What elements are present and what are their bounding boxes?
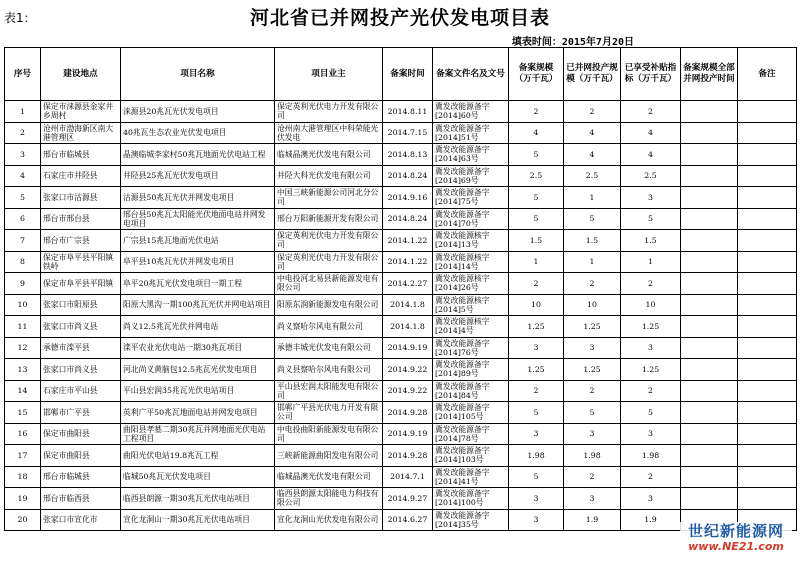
cell-filing-no: 冀发改能源备字[2014]78号 <box>433 423 509 445</box>
table-row <box>5 208 797 230</box>
cell-filing-no: 冀发改能源备字[2014]69号 <box>433 165 509 187</box>
table-row <box>5 359 797 381</box>
cell-date: 2014.8.11 <box>383 101 433 123</box>
cell-project-name: 临城50兆瓦光伏发电项目 <box>121 466 275 488</box>
cell-filed-capacity: 10 <box>509 294 564 316</box>
cell-filing-no: 冀发改能源核字[2014]26号 <box>433 273 509 295</box>
table-row <box>5 466 797 488</box>
cell-full-connection-time <box>681 251 738 273</box>
cell-filing-no: 冀发改能源备字[2014]70号 <box>433 208 509 230</box>
cell-subsidy-quota: 4 <box>621 122 681 144</box>
cell-date: 2014.9.22 <box>383 359 433 381</box>
cell-project-name: 宣化龙洞山一期30兆瓦光伏电站项目 <box>121 509 275 531</box>
cell-filed-capacity: 1.98 <box>509 445 564 467</box>
cell-project-name: 平山县宏润35兆瓦光伏电站项目 <box>121 380 275 402</box>
cell-remarks <box>738 466 797 488</box>
table-row <box>5 251 797 273</box>
cell-connected-capacity: 2 <box>564 101 621 123</box>
cell-index: 10 <box>5 294 41 316</box>
cell-index: 8 <box>5 251 41 273</box>
cell-remarks <box>738 294 797 316</box>
cell-index: 19 <box>5 488 41 510</box>
cell-location: 邢台市广宗县 <box>41 230 121 252</box>
table-body <box>5 101 797 531</box>
cell-connected-capacity: 1 <box>564 251 621 273</box>
cell-connected-capacity: 4 <box>564 122 621 144</box>
table-row <box>5 144 797 166</box>
cell-full-connection-time <box>681 337 738 359</box>
cell-full-connection-time <box>681 165 738 187</box>
cell-filed-capacity: 2 <box>509 273 564 295</box>
cell-index: 9 <box>5 273 41 295</box>
cell-filing-no: 冀发改能源备字[2014]89号 <box>433 359 509 381</box>
column-header: 项目业主 <box>275 48 383 101</box>
cell-remarks <box>738 144 797 166</box>
cell-project-name: 滦平农业光伏电站一期30兆瓦项目 <box>121 337 275 359</box>
cell-filing-no: 冀发改能源备字[2014]63号 <box>433 144 509 166</box>
cell-project-name: 临西县朗源一期30兆瓦光伏电站项目 <box>121 488 275 510</box>
cell-full-connection-time <box>681 488 738 510</box>
cell-project-name: 邢台县50兆瓦太阳能光伏地面电站并网发电项目 <box>121 208 275 230</box>
cell-location: 张家口市尚义县 <box>41 359 121 381</box>
cell-date: 2014.7.1 <box>383 466 433 488</box>
cell-project-name: 曲阳光伏电站19.8兆瓦工程 <box>121 445 275 467</box>
cell-location: 张家口市阳原县 <box>41 294 121 316</box>
cell-date: 2014.6.27 <box>383 509 433 531</box>
cell-date: 2014.9.22 <box>383 380 433 402</box>
cell-location: 邢台市临城县 <box>41 144 121 166</box>
cell-project-name: 井陉县25兆瓦光伏发电项目 <box>121 165 275 187</box>
cell-owner: 中电投河北易县新能源发电有限公司 <box>275 273 383 295</box>
table-row <box>5 230 797 252</box>
cell-date: 2014.9.28 <box>383 402 433 424</box>
cell-index: 4 <box>5 165 41 187</box>
cell-owner: 保定英利光伏电力开发有限公司 <box>275 251 383 273</box>
table-row <box>5 294 797 316</box>
cell-subsidy-quota: 3 <box>621 488 681 510</box>
cell-subsidy-quota: 2 <box>621 466 681 488</box>
cell-location: 保定市阜平县平阳镇 <box>41 273 121 295</box>
table-row <box>5 402 797 424</box>
cell-remarks <box>738 337 797 359</box>
table-row <box>5 122 797 144</box>
cell-full-connection-time <box>681 359 738 381</box>
cell-remarks <box>738 402 797 424</box>
cell-remarks <box>738 187 797 209</box>
cell-full-connection-time <box>681 230 738 252</box>
cell-full-connection-time <box>681 402 738 424</box>
cell-subsidy-quota: 5 <box>621 402 681 424</box>
cell-filing-no: 冀发改能源核字[2014]13号 <box>433 230 509 252</box>
cell-filed-capacity: 1 <box>509 251 564 273</box>
column-header: 建设地点 <box>41 48 121 101</box>
cell-subsidy-quota: 1.9 <box>621 509 681 531</box>
cell-index: 2 <box>5 122 41 144</box>
cell-filing-no: 冀发改能源备字[2014]60号 <box>433 101 509 123</box>
cell-index: 20 <box>5 509 41 531</box>
cell-full-connection-time <box>681 466 738 488</box>
cell-index: 14 <box>5 380 41 402</box>
cell-date: 2014.9.27 <box>383 488 433 510</box>
column-header: 备案时间 <box>383 48 433 101</box>
cell-date: 2014.1.22 <box>383 230 433 252</box>
table-row <box>5 337 797 359</box>
cell-connected-capacity: 1.25 <box>564 359 621 381</box>
cell-location: 邢台市临西县 <box>41 488 121 510</box>
table-row <box>5 423 797 445</box>
cell-remarks <box>738 122 797 144</box>
cell-connected-capacity: 5 <box>564 402 621 424</box>
cell-filing-no: 冀发改能源备字[2014]105号 <box>433 402 509 424</box>
cell-date: 2014.8.24 <box>383 165 433 187</box>
cell-subsidy-quota: 1 <box>621 251 681 273</box>
table-row <box>5 316 797 338</box>
cell-connected-capacity: 3 <box>564 423 621 445</box>
cell-owner: 沧州南大港管理区中科荣能光伏发电 <box>275 122 383 144</box>
cell-full-connection-time <box>681 380 738 402</box>
cell-owner: 尚义县察哈尔风电有限公司 <box>275 359 383 381</box>
cell-date: 2014.9.19 <box>383 423 433 445</box>
cell-filed-capacity: 3 <box>509 337 564 359</box>
page-title: 河北省已并网投产光伏发电项目表 <box>249 7 550 29</box>
cell-connected-capacity: 2 <box>564 380 621 402</box>
cell-filed-capacity: 5 <box>509 402 564 424</box>
cell-filing-no: 冀发改能源备字[2014]84号 <box>433 380 509 402</box>
cell-full-connection-time <box>681 187 738 209</box>
cell-owner: 临西县朗源太阳能电力科技有限公司 <box>275 488 383 510</box>
cell-index: 13 <box>5 359 41 381</box>
table-row <box>5 187 797 209</box>
cell-project-name: 阜平县10兆瓦光伏并网发电项目 <box>121 251 275 273</box>
cell-owner: 平山县宏润太阳能发电有限公司 <box>275 380 383 402</box>
cell-owner: 保定英利光伏电力开发有限公司 <box>275 230 383 252</box>
projects-table <box>4 47 797 531</box>
cell-location: 承德市滦平县 <box>41 337 121 359</box>
cell-subsidy-quota: 1.25 <box>621 316 681 338</box>
cell-subsidy-quota: 1.25 <box>621 359 681 381</box>
cell-project-name: 涞源县20兆瓦光伏发电项目 <box>121 101 275 123</box>
cell-full-connection-time <box>681 294 738 316</box>
column-header: 备案规模（万千瓦） <box>509 48 564 101</box>
cell-location: 邢台市邢台县 <box>41 208 121 230</box>
cell-subsidy-quota: 1.98 <box>621 445 681 467</box>
cell-filed-capacity: 3 <box>509 423 564 445</box>
cell-index: 5 <box>5 187 41 209</box>
cell-date: 2014.1.8 <box>383 316 433 338</box>
table-row <box>5 488 797 510</box>
cell-date: 2014.9.28 <box>383 445 433 467</box>
cell-project-name: 阜平20兆瓦光伏发电项目一期工程 <box>121 273 275 295</box>
cell-index: 12 <box>5 337 41 359</box>
cell-remarks <box>738 208 797 230</box>
cell-filed-capacity: 5 <box>509 208 564 230</box>
cell-filed-capacity: 5 <box>509 144 564 166</box>
cell-location: 石家庄市平山县 <box>41 380 121 402</box>
cell-owner: 阳原东润新能源发电有限公司 <box>275 294 383 316</box>
cell-index: 7 <box>5 230 41 252</box>
cell-project-name: 广宗县15兆瓦地面光伏电站 <box>121 230 275 252</box>
cell-subsidy-quota: 2.5 <box>621 165 681 187</box>
cell-connected-capacity: 4 <box>564 144 621 166</box>
cell-owner: 尚义察哈尔风电有限公司 <box>275 316 383 338</box>
cell-full-connection-time <box>681 423 738 445</box>
cell-index: 16 <box>5 423 41 445</box>
cell-project-name: 40兆瓦生态农业光伏发电项目 <box>121 122 275 144</box>
cell-location: 保定市阜平县平阳镇铁岭 <box>41 251 121 273</box>
cell-remarks <box>738 359 797 381</box>
cell-remarks <box>738 445 797 467</box>
cell-connected-capacity: 1.5 <box>564 230 621 252</box>
cell-date: 2014.7.15 <box>383 122 433 144</box>
cell-filing-no: 冀发改能源备字[2014]41号 <box>433 466 509 488</box>
cell-filed-capacity: 1.5 <box>509 230 564 252</box>
cell-remarks <box>738 251 797 273</box>
cell-owner: 临城晶澳光伏发电有限公司 <box>275 466 383 488</box>
table-row <box>5 509 797 531</box>
cell-index: 3 <box>5 144 41 166</box>
cell-date: 2014.9.16 <box>383 187 433 209</box>
cell-location: 沧州市渤海新区南大港管理区 <box>41 122 121 144</box>
table-row <box>5 273 797 295</box>
cell-subsidy-quota: 3 <box>621 423 681 445</box>
cell-filed-capacity: 1.25 <box>509 316 564 338</box>
cell-connected-capacity: 1.25 <box>564 316 621 338</box>
column-header: 序号 <box>5 48 41 101</box>
cell-location: 保定市曲阳县 <box>41 423 121 445</box>
cell-full-connection-time <box>681 208 738 230</box>
column-header: 已并网投产规模（万千瓦） <box>564 48 621 101</box>
table-row <box>5 101 797 123</box>
cell-full-connection-time <box>681 101 738 123</box>
cell-connected-capacity: 3 <box>564 337 621 359</box>
cell-connected-capacity: 5 <box>564 208 621 230</box>
cell-project-name: 尚义12.5兆瓦光伏并网电站 <box>121 316 275 338</box>
column-header: 备案文件名及文号 <box>433 48 509 101</box>
column-header: 已享受补贴指标（万千瓦） <box>621 48 681 101</box>
cell-subsidy-quota: 2 <box>621 273 681 295</box>
cell-owner: 邢台万阳新能源开发有限公司 <box>275 208 383 230</box>
cell-remarks <box>738 165 797 187</box>
cell-remarks <box>738 273 797 295</box>
cell-filing-no: 冀发改能源备字[2014]35号 <box>433 509 509 531</box>
cell-filed-capacity: 2.5 <box>509 165 564 187</box>
cell-date: 2014.1.22 <box>383 251 433 273</box>
column-header: 备案规模全部并网投产时间 <box>681 48 738 101</box>
cell-connected-capacity: 10 <box>564 294 621 316</box>
cell-subsidy-quota: 1.5 <box>621 230 681 252</box>
table-row <box>5 380 797 402</box>
cell-connected-capacity: 1.98 <box>564 445 621 467</box>
cell-remarks <box>738 488 797 510</box>
table-row <box>5 165 797 187</box>
cell-filing-no: 冀发改能源备字[2014]76号 <box>433 337 509 359</box>
cell-full-connection-time <box>681 273 738 295</box>
cell-remarks <box>738 423 797 445</box>
cell-filed-capacity: 5 <box>509 187 564 209</box>
cell-remarks <box>738 101 797 123</box>
cell-filed-capacity: 1.25 <box>509 359 564 381</box>
cell-project-name: 河北尚义黄脑包12.5兆瓦光伏发电项目 <box>121 359 275 381</box>
cell-subsidy-quota: 2 <box>621 101 681 123</box>
cell-project-name: 晶澳临城李家村50兆瓦地面光伏电站工程 <box>121 144 275 166</box>
cell-filing-no: 冀发改能源备字[2014]75号 <box>433 187 509 209</box>
cell-index: 17 <box>5 445 41 467</box>
cell-location: 张家口市沽源县 <box>41 187 121 209</box>
cell-filed-capacity: 3 <box>509 509 564 531</box>
cell-project-name: 阳原大黑沟一期100兆瓦光伏并网电站项目 <box>121 294 275 316</box>
cell-connected-capacity: 2 <box>564 273 621 295</box>
cell-date: 2014.2.27 <box>383 273 433 295</box>
cell-full-connection-time <box>681 445 738 467</box>
cell-location: 邢台市临城县 <box>41 466 121 488</box>
cell-owner: 中电投曲阳新能源发电有限公司 <box>275 423 383 445</box>
cell-date: 2014.8.24 <box>383 208 433 230</box>
fill-date: 填表时间：2015年7月20日 <box>511 37 634 48</box>
cell-connected-capacity: 2 <box>564 466 621 488</box>
cell-full-connection-time <box>681 144 738 166</box>
cell-project-name: 沽源县50兆瓦光伏并网发电项目 <box>121 187 275 209</box>
cell-index: 18 <box>5 466 41 488</box>
cell-location: 邯郸市广平县 <box>41 402 121 424</box>
cell-full-connection-time <box>681 122 738 144</box>
cell-connected-capacity: 3 <box>564 488 621 510</box>
cell-subsidy-quota: 10 <box>621 294 681 316</box>
cell-location: 张家口市宣化市 <box>41 509 121 531</box>
cell-filed-capacity: 4 <box>509 122 564 144</box>
cell-owner: 井陉大科光伏发电有限公司 <box>275 165 383 187</box>
cell-filed-capacity: 2 <box>509 101 564 123</box>
cell-subsidy-quota: 5 <box>621 208 681 230</box>
cell-project-name: 曲阳县孝墓二期30兆瓦并网地面光伏电站工程项目 <box>121 423 275 445</box>
cell-full-connection-time <box>681 316 738 338</box>
watermark-name: 世纪新能源网 <box>687 522 784 540</box>
cell-date: 2014.9.19 <box>383 337 433 359</box>
cell-filing-no: 冀发改能源核字[2014]14号 <box>433 251 509 273</box>
cell-owner: 中国三峡新能源公司河北分公司 <box>275 187 383 209</box>
cell-index: 11 <box>5 316 41 338</box>
cell-subsidy-quota: 3 <box>621 187 681 209</box>
cell-date: 2014.8.13 <box>383 144 433 166</box>
cell-filed-capacity: 3 <box>509 488 564 510</box>
table-row <box>5 445 797 467</box>
cell-filing-no: 冀发改能源核字[2014]4号 <box>433 316 509 338</box>
cell-remarks <box>738 316 797 338</box>
cell-owner: 三峡新能源曲阳发电有限公司 <box>275 445 383 467</box>
table-label: 表1： <box>4 11 36 25</box>
watermark-logo <box>680 522 792 556</box>
cell-location: 张家口市尚义县 <box>41 316 121 338</box>
cell-index: 6 <box>5 208 41 230</box>
cell-location: 保定市涞源县金家井乡周村 <box>41 101 121 123</box>
cell-subsidy-quota: 2 <box>621 380 681 402</box>
cell-project-name: 英利广平50兆瓦地面电站并网发电项目 <box>121 402 275 424</box>
cell-owner: 邯郸广平县光伏电力开发有限公司 <box>275 402 383 424</box>
cell-index: 15 <box>5 402 41 424</box>
cell-owner: 宣化龙洞山光伏发电有限公司 <box>275 509 383 531</box>
cell-filing-no: 冀发改能源备字[2014]103号 <box>433 445 509 467</box>
cell-remarks <box>738 230 797 252</box>
cell-filed-capacity: 2 <box>509 380 564 402</box>
cell-owner: 临城晶澳光伏发电有限公司 <box>275 144 383 166</box>
cell-connected-capacity: 1.9 <box>564 509 621 531</box>
column-header: 备注 <box>738 48 797 101</box>
cell-filing-no: 冀发改能源备字[2014]51号 <box>433 122 509 144</box>
cell-index: 1 <box>5 101 41 123</box>
cell-filed-capacity: 5 <box>509 466 564 488</box>
cell-location: 石家庄市井陉县 <box>41 165 121 187</box>
cell-filing-no: 冀发改能源核字[2014]5号 <box>433 294 509 316</box>
table-header-row <box>5 48 797 101</box>
cell-owner: 保定英利光伏电力开发有限公司 <box>275 101 383 123</box>
cell-connected-capacity: 1 <box>564 187 621 209</box>
watermark-url: www.NE21.com <box>688 540 784 553</box>
cell-date: 2014.1.8 <box>383 294 433 316</box>
cell-owner: 承德丰城光伏发电有限公司 <box>275 337 383 359</box>
cell-remarks <box>738 380 797 402</box>
cell-filing-no: 冀发改能源备字[2014]100号 <box>433 488 509 510</box>
cell-subsidy-quota: 4 <box>621 144 681 166</box>
cell-location: 保定市曲阳县 <box>41 445 121 467</box>
cell-connected-capacity: 2.5 <box>564 165 621 187</box>
cell-subsidy-quota: 3 <box>621 337 681 359</box>
column-header: 项目名称 <box>121 48 275 101</box>
